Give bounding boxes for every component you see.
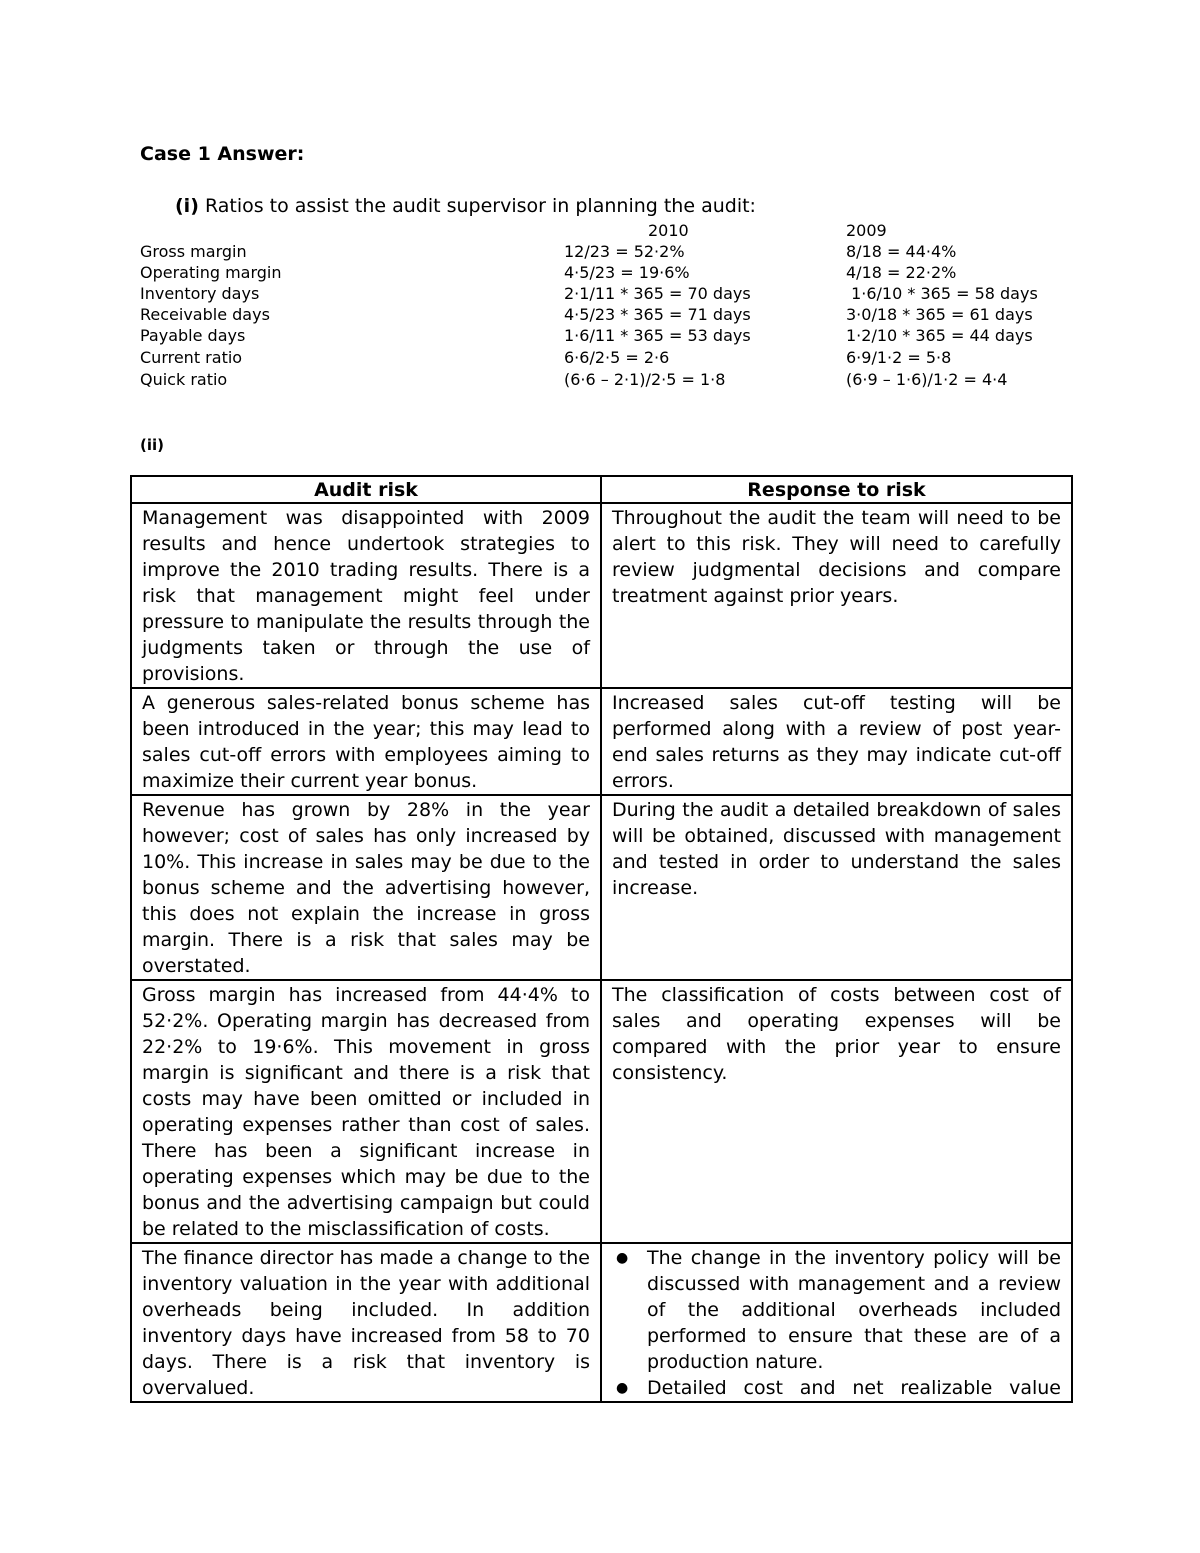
- bullet-icon: ●: [616, 1380, 629, 1396]
- ratio-label: Current ratio: [140, 348, 243, 367]
- response-text: Increased sales cut-off testing will be performed along with a review of post year-end sales returns as they may indicate cut-off errors.: [612, 692, 1061, 792]
- table-row: [131, 795, 1072, 980]
- risk-cell: [131, 688, 601, 795]
- ratio-row-quick-ratio: [0, 370, 1200, 391]
- response-cell: [601, 795, 1072, 980]
- ratio-value-2010: 2·1/11 * 365 = 70 days: [564, 284, 751, 303]
- ratio-label: Receivable days: [140, 305, 270, 324]
- ratio-value-2010: (6·6 – 2·1)/2·5 = 1·8: [564, 370, 726, 389]
- list-item: [616, 1245, 1061, 1375]
- ratio-value-2009: 6·9/1·2 = 5·8: [846, 348, 952, 367]
- risk-text: A generous sales-related bonus scheme has been introduced in the year; this may lead to sales cut-off errors with employees aiming to maximize their current year bonus.: [142, 692, 590, 792]
- ratio-year-2009-header: 2009: [846, 221, 887, 240]
- ratio-label: Inventory days: [140, 284, 260, 303]
- table-row: [131, 980, 1072, 1243]
- ratio-row-gross-margin: [0, 242, 1200, 263]
- risk-text: Revenue has grown by 28% in the year however; cost of sales has only increased by 10%. This increase in sales may be due to the bonus scheme and the advertising however, this does not explain the increase in gross margin. There is a risk that sales may be overstated.: [142, 799, 590, 977]
- ratio-row-receivable-days: [0, 305, 1200, 326]
- ratio-label: Operating margin: [140, 263, 282, 282]
- table-row: [131, 503, 1072, 688]
- response-bullet-text: Detailed cost and net realizable value: [647, 1377, 1061, 1399]
- part-ii-label: (ii): [140, 436, 164, 454]
- ratio-value-2010: 4·5/23 = 19·6%: [564, 263, 690, 282]
- ratio-label: Quick ratio: [140, 370, 228, 389]
- bullet-icon: ●: [616, 1250, 629, 1266]
- part-i-intro: [175, 195, 756, 217]
- ratio-label: Gross margin: [140, 242, 247, 261]
- list-item: [616, 1375, 1061, 1401]
- response-bullet-text: The change in the inventory policy will be discussed with management and a review of the additional overheads included performed to ensure that these are of a production nature.: [647, 1247, 1061, 1373]
- ratio-value-2010: 1·6/11 * 365 = 53 days: [564, 326, 751, 345]
- response-cell: [601, 503, 1072, 688]
- ratio-value-2009: 1·6/10 * 365 = 58 days: [846, 284, 1038, 303]
- ratio-value-2010: 6·6/2·5 = 2·6: [564, 348, 670, 367]
- ratio-year-2010-header: 2010: [648, 221, 689, 240]
- table-header-row: [131, 476, 1072, 503]
- ratio-value-2009: 3·0/18 * 365 = 61 days: [846, 305, 1033, 324]
- audit-risk-header: Audit risk: [131, 476, 601, 503]
- response-cell: [601, 980, 1072, 1243]
- response-bullet-list: [612, 1245, 1061, 1401]
- ratio-row-operating-margin: [0, 263, 1200, 284]
- risk-text: Gross margin has increased from 44·4% to 52·2%. Operating margin has decreased from 22·2% to 19·6%. This movement in gross margin is significant and there is a risk that costs may have been omitted or included in operating expenses rather than cost of sales. There has been a significant increase in operating expenses which may be due to the bonus and the advertising campaign but could be related to the misclassification of costs.: [142, 984, 590, 1240]
- table-row: [131, 688, 1072, 795]
- ratio-value-2009: 4/18 = 22·2%: [846, 263, 957, 282]
- ratio-value-2009: 1·2/10 * 365 = 44 days: [846, 326, 1033, 345]
- case-heading: Case 1 Answer:: [140, 143, 305, 165]
- ratio-label: Payable days: [140, 326, 246, 345]
- response-text: The classification of costs between cost of sales and operating expenses will be compared with the prior year to ensure consistency.: [612, 984, 1061, 1084]
- ratio-row-payable-days: [0, 326, 1200, 347]
- risk-text: The finance director has made a change to the inventory valuation in the year with additional overheads being included. In addition inventory days have increased from 58 to 70 days. There is a risk that inventory is overvalued.: [142, 1247, 590, 1399]
- risk-cell: [131, 980, 601, 1243]
- response-cell: [601, 1243, 1072, 1402]
- risk-cell: [131, 795, 601, 980]
- part-i-text: Ratios to assist the audit supervisor in planning the audit:: [204, 195, 756, 217]
- ratio-value-2010: 4·5/23 * 365 = 71 days: [564, 305, 751, 324]
- risk-cell: [131, 503, 601, 688]
- table-row: [131, 1243, 1072, 1402]
- response-header: Response to risk: [601, 476, 1072, 503]
- ratio-row-inventory-days: [0, 284, 1200, 305]
- response-text: During the audit a detailed breakdown of sales will be obtained, discussed with management and tested in order to understand the sales increase.: [612, 799, 1061, 899]
- risk-text: Management was disappointed with 2009 results and hence undertook strategies to improve the 2010 trading results. There is a risk that management might feel under pressure to manipulate the results through the judgments taken or through the use of provisions.: [142, 507, 590, 685]
- response-text: Throughout the audit the team will need to be alert to this risk. They will need to carefully review judgmental decisions and compare treatment against prior years.: [612, 507, 1061, 607]
- ratio-value-2010: 12/23 = 52·2%: [564, 242, 685, 261]
- part-i-label: (i): [175, 195, 199, 217]
- ratio-row-current-ratio: [0, 348, 1200, 369]
- ratio-value-2009: 8/18 = 44·4%: [846, 242, 957, 261]
- ratio-value-2009: (6·9 – 1·6)/1·2 = 4·4: [846, 370, 1008, 389]
- audit-risk-table: [130, 475, 1073, 1403]
- risk-cell: [131, 1243, 601, 1402]
- response-cell: [601, 688, 1072, 795]
